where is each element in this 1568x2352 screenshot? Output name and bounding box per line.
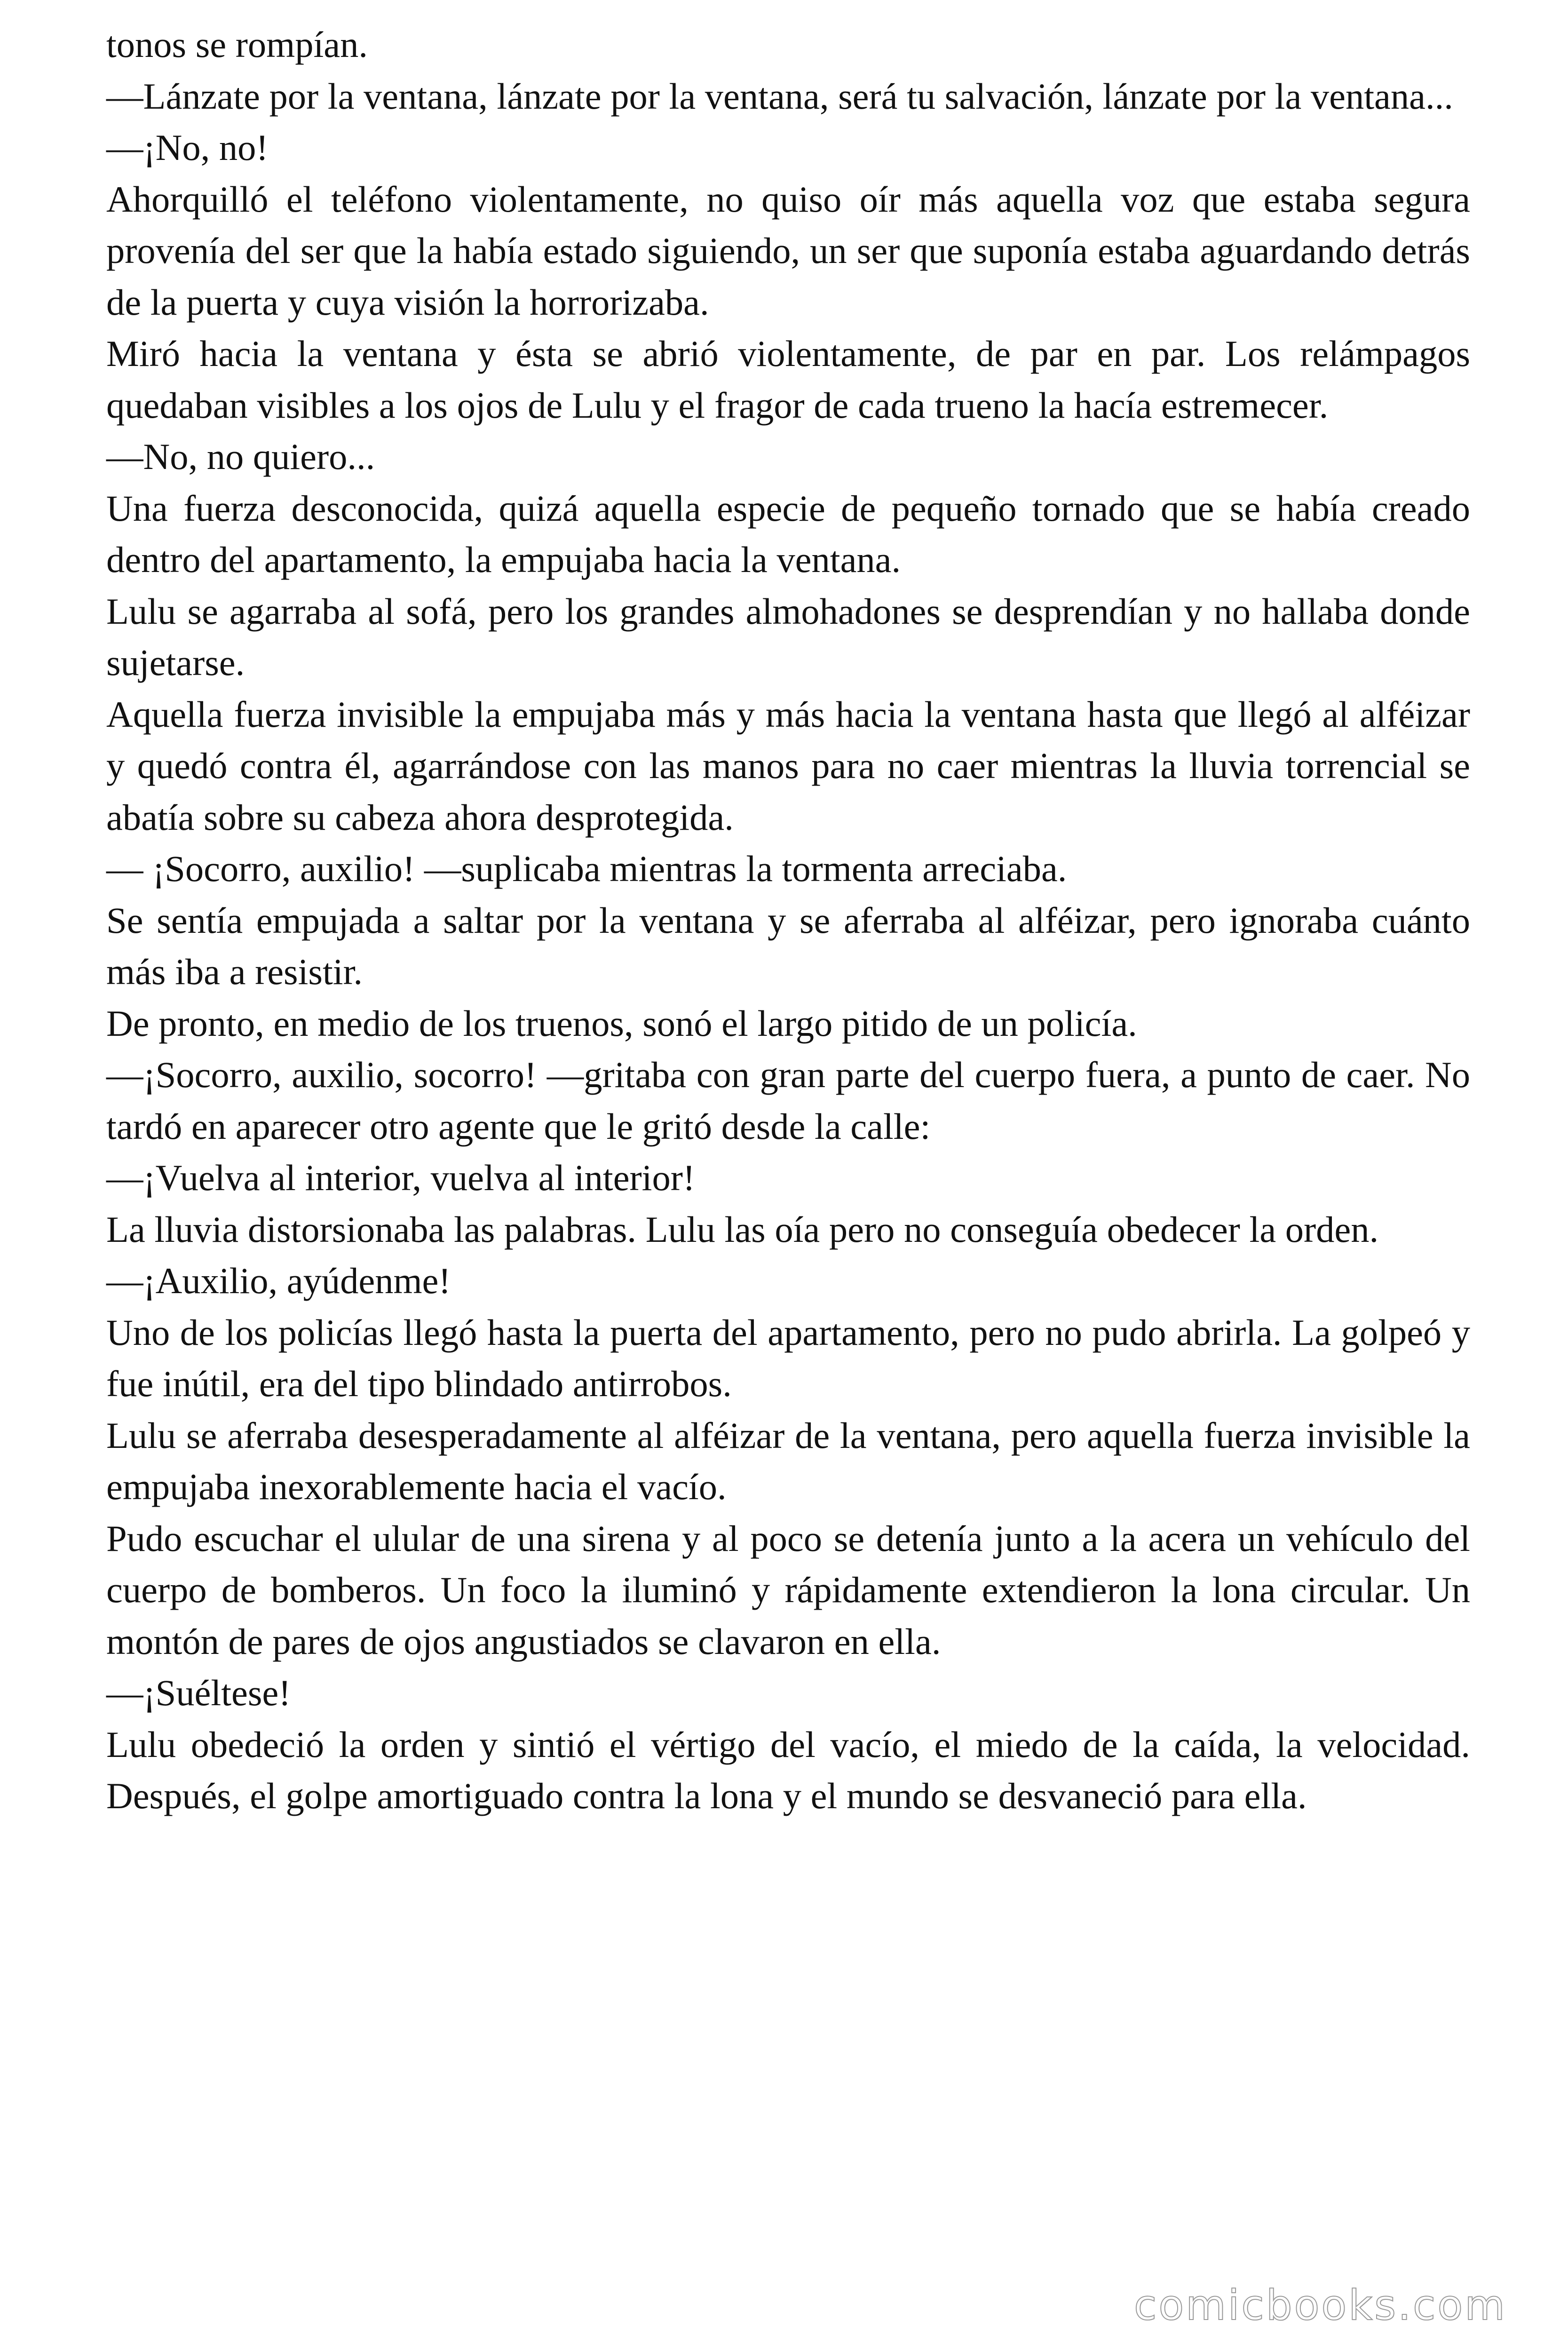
paragraph: De pronto, en medio de los truenos, sonó el largo pitido de un policía. <box>106 1002 1137 1044</box>
paragraph: Lulu obedeció la orden y sintió el vértigo del vacío, el miedo de la caída, la velocidad. Después, el golpe amortiguado contra la lona y el mundo se desvaneció para ella. <box>106 1724 1470 1816</box>
paragraph: Se sentía empujada a saltar por la ventana y se aferraba al alféizar, pero ignoraba cuánto más iba a resistir. <box>106 899 1470 992</box>
paragraph: La lluvia distorsionaba las palabras. Lulu las oía pero no conseguía obedecer la orden. <box>106 1208 1379 1250</box>
paragraph: —¡Suéltese! <box>106 1672 291 1713</box>
paragraph: Una fuerza desconocida, quizá aquella especie de pequeño tornado que se había creado dentro del apartamento, la empujaba hacia la ventana. <box>106 487 1470 580</box>
watermark-logo: comicbooks.com <box>1133 2281 1507 2329</box>
paragraph: —¡Socorro, auxilio, socorro! —gritaba con gran parte del cuerpo fuera, a punto de caer. No tardó en aparecer otro agente que le gritó desde la calle: <box>106 1054 1470 1147</box>
paragraph: Ahorquilló el teléfono violentamente, no quiso oír más aquella voz que estaba segura provenía del ser que la había estado siguiendo, un ser que suponía estaba aguardando detrás de la puerta y cuya visión la horrorizaba. <box>106 178 1470 323</box>
paragraph: Aquella fuerza invisible la empujaba más y más hacia la ventana hasta que llegó al alféizar y quedó contra él, agarrándose con las manos para no caer mientras la lluvia torrencial se abatía sobre su cabeza ahora desprotegida. <box>106 693 1470 838</box>
paragraph: Pudo escuchar el ulular de una sirena y al poco se detenía junto a la acera un vehículo del cuerpo de bomberos. Un foco la iluminó y rápidamente extendieron la lona circular. Un montón de pares de ojos angustiados se clavaron en ella. <box>106 1518 1470 1662</box>
paragraph: —¡Vuelva al interior, vuelva al interior! <box>106 1157 696 1198</box>
paragraph: —Lánzate por la ventana, lánzate por la ventana, será tu salvación, lánzate por la ventana... <box>106 75 1453 117</box>
paragraph: —¡Auxilio, ayúdenme! <box>106 1260 451 1301</box>
paragraph: Lulu se aferraba desesperadamente al alféizar de la ventana, pero aquella fuerza invisible la empujaba inexorablemente hacia el vacío. <box>106 1414 1470 1507</box>
paragraph: Uno de los policías llegó hasta la puerta del apartamento, pero no pudo abrirla. La golpeó y fue inútil, era del tipo blindado antirrobos. <box>106 1311 1470 1404</box>
paragraph: tonos se rompían. <box>106 24 368 65</box>
paragraph: —¡No, no! <box>106 127 269 168</box>
paragraph: Miró hacia la ventana y ésta se abrió violentamente, de par en par. Los relámpagos quedaban visibles a los ojos de Lulu y el fragor de cada trueno la hacía estremecer. <box>106 333 1470 426</box>
paragraph: Lulu se agarraba al sofá, pero los grandes almohadones se desprendían y no hallaba donde sujetarse. <box>106 590 1470 683</box>
document-page <box>106 19 1470 1822</box>
paragraph: — ¡Socorro, auxilio! —suplicaba mientras la tormenta arreciaba. <box>106 848 1067 889</box>
paragraph: —No, no quiero... <box>106 436 375 477</box>
